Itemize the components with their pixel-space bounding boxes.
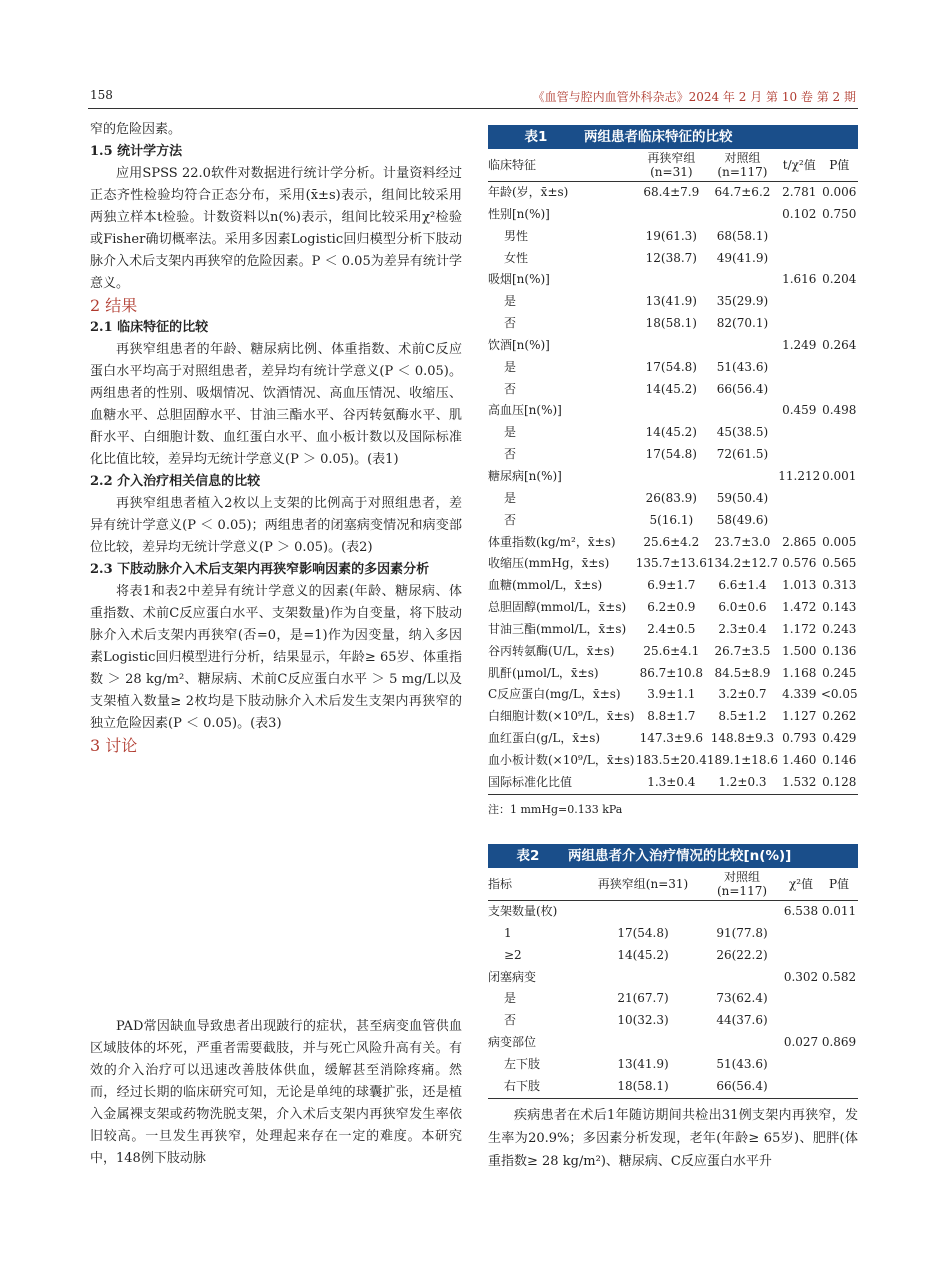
table-1-row: [488, 466, 858, 488]
table-cell: 0.128: [820, 772, 858, 794]
table-cell: 45(38.5): [716, 425, 769, 440]
table-cell: 72(61.5): [716, 447, 769, 462]
table-1-row: [488, 772, 858, 794]
table-2-caption: [488, 844, 858, 868]
table-cell: [702, 901, 782, 923]
table-1-number: 表1: [524, 129, 548, 145]
table-cell: 1.500: [782, 643, 817, 658]
table-1-header-row: [488, 149, 858, 182]
table-cell: 44(37.6): [716, 1013, 768, 1028]
row-label: 是: [504, 294, 517, 309]
intro-tail: 窄的危险因素。: [90, 122, 182, 137]
table-cell: 1.3±0.4: [636, 772, 707, 794]
table-cell: 73(62.4): [716, 991, 768, 1006]
table-2-row: [488, 1010, 858, 1032]
table-cell: [702, 967, 782, 989]
row-label: 血小板计数(×10⁹/L，x̄±s): [488, 752, 635, 767]
table-1-header: 临床特征: [488, 149, 636, 182]
table-cell: 68(58.1): [716, 228, 769, 243]
table-cell: [636, 400, 707, 422]
table-cell: 8.8±1.7: [647, 709, 696, 724]
table-cell: 21(67.7): [617, 991, 669, 1006]
table-cell: [820, 1076, 858, 1098]
row-label: 甘油三酯(mmol/L，x̄±s): [488, 621, 627, 636]
table-cell: [820, 422, 858, 444]
row-label: 年龄(岁，x̄±s): [488, 185, 569, 199]
table-cell: 0.027: [783, 1035, 819, 1050]
table-cell: 3.9±1.1: [647, 687, 696, 702]
table-cell: [820, 923, 858, 945]
table-cell: [820, 313, 858, 335]
discussion-block: [90, 1016, 462, 1170]
table-cell: 0.313: [822, 578, 857, 593]
table-cell: 0.243: [822, 621, 857, 636]
row-label: 左下肢: [504, 1056, 541, 1071]
row-label: 糖尿病[n(%)]: [488, 468, 562, 483]
table-2-row: [488, 1032, 858, 1054]
table-cell: [820, 291, 858, 313]
left-column: [90, 119, 462, 757]
table-cell: 68.4±7.9: [643, 185, 700, 199]
table-cell: 0.459: [782, 403, 817, 418]
table-1-row: [488, 663, 858, 685]
table-cell: [707, 269, 778, 291]
section-1-5-title: 1.5 统计学方法: [90, 144, 183, 159]
section-2-1-title: 2.1 临床特征的比较: [90, 320, 209, 335]
table-cell: 84.5±8.9: [714, 665, 771, 680]
table-2-row: [488, 967, 858, 989]
table-cell: 51(43.6): [716, 1056, 768, 1071]
row-label: 饮酒[n(%)]: [488, 337, 550, 352]
row-label: 是: [504, 991, 517, 1006]
table-1-row: [488, 706, 858, 728]
table-1-row: [488, 357, 858, 379]
row-label: 国际标准化比值: [488, 772, 636, 794]
table-cell: 183.5±20.4: [635, 752, 707, 767]
table-1-row: [488, 182, 858, 204]
table-2-row: [488, 988, 858, 1010]
table-cell: 0.264: [822, 337, 857, 352]
table-cell: 0.498: [822, 403, 857, 418]
table-cell: 13(41.9): [645, 294, 697, 309]
table-cell: 1.013: [782, 578, 817, 593]
section-2-2-title: 2.2 介入治疗相关信息的比较: [90, 474, 261, 489]
table-cell: [702, 1032, 782, 1054]
section-2-3-title: 2.3 下肢动脉介入术后支架内再狭窄影响因素的多因素分析: [90, 562, 430, 577]
table-cell: 4.339: [782, 687, 817, 702]
header-rule: [88, 108, 858, 109]
table-cell: 1.127: [782, 709, 817, 724]
table-cell: 49(41.9): [716, 250, 769, 265]
table-cell: [782, 1076, 820, 1098]
table-cell: 0.204: [822, 272, 857, 287]
row-label: 是: [504, 425, 517, 440]
table-cell: [778, 313, 820, 335]
table-cell: 66(56.4): [702, 1076, 782, 1098]
table-cell: 148.8±9.3: [710, 731, 775, 746]
table-cell: 18(58.1): [645, 316, 697, 331]
table-cell: 17(54.8): [645, 447, 697, 462]
table-1-row: [488, 750, 858, 772]
table-cell: 35(29.9): [716, 294, 769, 309]
table-cell: [820, 444, 858, 466]
table-cell: 26(83.9): [645, 490, 697, 505]
table-cell: 25.6±4.2: [643, 534, 700, 549]
row-label: 否: [504, 447, 517, 462]
table-1-row: [488, 619, 858, 641]
row-label: 右下肢: [488, 1076, 584, 1098]
table-cell: 0.750: [822, 206, 857, 221]
table-cell: 0.302: [783, 969, 819, 984]
table-cell: 1.616: [782, 272, 817, 287]
table-cell: [782, 923, 820, 945]
table-2-row: [488, 1054, 858, 1076]
table-cell: [820, 945, 858, 967]
table-cell: 0.793: [782, 731, 817, 746]
row-label: 性别[n(%)]: [488, 206, 550, 221]
table-1-caption: [488, 125, 858, 149]
table-cell: [584, 967, 702, 989]
row-label: 1: [504, 925, 512, 940]
table-cell: 17(54.8): [617, 925, 669, 940]
table-cell: 2.781: [782, 185, 817, 199]
row-label: ≥2: [504, 947, 522, 962]
table-1-row: [488, 641, 858, 663]
row-label: 高血压[n(%)]: [488, 403, 562, 418]
table-cell: 0.001: [822, 468, 857, 483]
row-label: 病变部位: [488, 1035, 537, 1050]
table-1-header: P值: [820, 149, 858, 182]
table-cell: 13(41.9): [617, 1056, 669, 1071]
table-cell: [778, 379, 820, 401]
table-cell: 1.2±0.3: [707, 772, 778, 794]
row-label: 男性: [504, 228, 529, 243]
table-2-header: P值: [820, 868, 858, 901]
table-cell: [584, 1032, 702, 1054]
row-label: 女性: [504, 250, 529, 265]
table-cell: 6.9±1.7: [647, 578, 696, 593]
table-2-header: χ²值: [782, 868, 820, 901]
row-label: 吸烟[n(%)]: [488, 272, 550, 287]
table-cell: 86.7±10.8: [639, 665, 704, 680]
table-cell: 8.5±1.2: [718, 709, 767, 724]
row-label: C反应蛋白(mg/L，x̄±s): [488, 687, 621, 702]
table-cell: [820, 510, 858, 532]
table-cell: 0.262: [822, 709, 857, 724]
table-cell: 0.102: [782, 206, 817, 221]
row-label: 谷丙转氨酶(U/L，x̄±s): [488, 643, 615, 658]
table-1-header: t/χ²值: [778, 149, 820, 182]
table-cell: 1.532: [778, 772, 820, 794]
table-cell: 58(49.6): [716, 512, 769, 527]
row-label: 是: [504, 490, 517, 505]
right-bottom-text: 疾病患者在术后1年随访期间共检出31例支架内再狭窄，发生率为20.9%；多因素分析发现，老年(年龄≥ 65岁)、肥胖(体重指数≥ 28 kg/m²)、糖尿病、C反应蛋白水平升: [488, 1108, 858, 1169]
table-cell: 0.136: [822, 643, 857, 658]
table-cell: [820, 1010, 858, 1032]
row-label: 否: [504, 512, 517, 527]
table-cell: 10(32.3): [617, 1013, 669, 1028]
table-1-note: 注：1 mmHg=0.133 kPa: [488, 802, 623, 816]
table-cell: [584, 901, 702, 923]
row-label: 否: [504, 1013, 517, 1028]
table-cell: [707, 466, 778, 488]
row-label: 血红蛋白(g/L，x̄±s): [488, 731, 601, 746]
table-cell: [636, 204, 707, 226]
table-2-row: [488, 945, 858, 967]
table-cell: [778, 444, 820, 466]
table-1-row: [488, 335, 858, 357]
table-cell: 17(54.8): [645, 359, 697, 374]
table-cell: 6.0±0.6: [718, 600, 767, 615]
table-1-grid: [488, 149, 858, 795]
table-cell: [707, 400, 778, 422]
table-cell: 1.168: [782, 665, 817, 680]
table-1-row: [488, 532, 858, 554]
table-cell: 135.7±13.6: [635, 556, 707, 571]
table-cell: 82(70.1): [716, 316, 769, 331]
table-2-grid: [488, 868, 858, 1099]
table-1-row: [488, 226, 858, 248]
table-cell: 1.472: [782, 600, 817, 615]
table-1-row: [488, 444, 858, 466]
table-1-row: [488, 248, 858, 270]
table-cell: [778, 291, 820, 313]
table-1-row: [488, 379, 858, 401]
table-cell: 0.011: [821, 904, 857, 918]
discussion-text: PAD常因缺血导致患者出现跛行的症状，甚至病变血管供血区域肢体的坏死，严重者需要截肢，并与死亡风险升高有关。有效的介入治疗可以迅速改善肢体供血，缓解甚至消除疼痛。然而，经过长期的临床研究可知，无论是单纯的球囊扩张，还是植入金属裸支架或药物洗脱支架，介入术后支架内再狭窄发生率依旧较高。一旦发生再狭窄，处理起来存在一定的难度。本研究中，148例下肢动脉: [90, 1019, 462, 1166]
table-cell: 1.172: [782, 621, 817, 636]
table-cell: 0.005: [822, 534, 857, 549]
table-cell: 59(50.4): [716, 490, 769, 505]
table-cell: [820, 988, 858, 1010]
table-cell: 18(58.1): [584, 1076, 702, 1098]
table-1: [488, 125, 858, 817]
table-1-row: [488, 204, 858, 226]
table-cell: 25.6±4.1: [643, 643, 700, 658]
table-cell: 14(45.2): [617, 947, 669, 962]
table-cell: 189.1±18.6: [706, 752, 779, 767]
table-cell: 14(45.2): [645, 381, 697, 396]
table-cell: [778, 248, 820, 270]
table-cell: [820, 488, 858, 510]
table-cell: [778, 422, 820, 444]
table-cell: [636, 269, 707, 291]
table-cell: [778, 226, 820, 248]
table-1-header: 对照组 (n=117): [707, 149, 778, 182]
table-cell: 26.7±3.5: [714, 643, 771, 658]
table-1-row: [488, 510, 858, 532]
table-2-header: 再狭窄组(n=31): [584, 868, 702, 901]
table-cell: [636, 335, 707, 357]
row-label: 否: [504, 316, 517, 331]
row-label: 闭塞病变: [488, 969, 537, 984]
table-1-row: [488, 400, 858, 422]
table-cell: [778, 357, 820, 379]
table-cell: 51(43.6): [716, 359, 769, 374]
table-cell: 0.006: [822, 185, 857, 199]
table-1-title: 两组患者临床特征的比较: [584, 129, 733, 145]
table-cell: [636, 466, 707, 488]
table-1-row: [488, 728, 858, 750]
table-cell: [778, 510, 820, 532]
table-2-header-row: [488, 868, 858, 901]
table-2-row: [488, 1076, 858, 1098]
table-2-header: 对照组(n=117): [702, 868, 782, 901]
table-cell: 19(61.3): [645, 228, 697, 243]
table-cell: 1.460: [782, 752, 817, 767]
table-cell: 6.6±1.4: [718, 578, 767, 593]
right-bottom-text-block: [488, 1104, 858, 1173]
table-cell: 2.4±0.5: [647, 621, 696, 636]
table-cell: 0.576: [782, 556, 817, 571]
table-cell: [782, 1054, 820, 1076]
table-cell: 0.146: [822, 752, 857, 767]
section-3-title: 3 讨论: [90, 736, 138, 755]
table-cell: 12(38.7): [645, 250, 697, 265]
table-2-number: 表2: [516, 848, 540, 864]
table-2-header: 指标: [488, 868, 584, 901]
journal-header: 《血管与腔内血管外科杂志》2024 年 2 月 第 10 卷 第 2 期: [532, 90, 856, 104]
table-cell: 66(56.4): [716, 381, 769, 396]
row-label: 白细胞计数(×10⁹/L，x̄±s): [488, 709, 635, 724]
table-cell: [782, 988, 820, 1010]
table-cell: [820, 248, 858, 270]
section-2-1-text: 再狭窄组患者的年龄、糖尿病比例、体重指数、术前C反应蛋白水平均高于对照组患者，差异均有统计学意义(P ＜ 0.05)。两组患者的性别、吸烟情况、饮酒情况、高血压情况、收缩压、血糖水平、总胆固醇水平、甘油三酯水平、谷丙转氨酶水平、肌酐水平、白细胞计数、血红蛋白水平、血小板计数以及国际标准化比值比较，差异均无统计学意义(P ＞ 0.05)。(表1): [90, 342, 462, 467]
table-cell: 91(77.8): [716, 925, 768, 940]
table-2-row: [488, 901, 858, 923]
table-cell: 0.869: [821, 1035, 857, 1050]
row-label: 肌酐(μmol/L，x̄±s): [488, 665, 599, 680]
table-cell: [820, 357, 858, 379]
row-label: 血糖(mmol/L，x̄±s): [488, 578, 603, 593]
table-1-row: [488, 291, 858, 313]
table-cell: 26(22.2): [716, 947, 768, 962]
table-1-row: [488, 422, 858, 444]
section-2-2-text: 再狭窄组患者植入2枚以上支架的比例高于对照组患者，差异有统计学意义(P ＜ 0.05)；两组患者的闭塞病变情况和病变部位比较，差异均无统计学意义(P ＞ 0.05)。(表2): [90, 496, 462, 555]
table-cell: 2.3±0.4: [718, 621, 767, 636]
table-cell: 1.249: [782, 337, 817, 352]
table-cell: 6.2±0.9: [647, 600, 696, 615]
table-1-row: [488, 488, 858, 510]
row-label: 体重指数(kg/m²，x̄±s): [488, 534, 616, 549]
table-cell: [782, 1010, 820, 1032]
table-cell: 147.3±9.6: [639, 731, 704, 746]
table-1-row: [488, 684, 858, 706]
table-cell: [707, 204, 778, 226]
section-2-3-text: 将表1和表2中差异有统计学意义的因素(年龄、糖尿病、体重指数、术前C反应蛋白水平、支架数量)作为自变量，将下肢动脉介入术后支架内再狭窄(否=0，是=1)作为因变量，纳入多因素Logistic回归模型进行分析，结果显示，年龄≥ 65岁、体重指数 ＞ 28 kg/m²、糖尿病、术前C反应蛋白水平 ＞ 5 mg/L以及支架植入数量≥ 2枚均是下肢动脉介入术后发生支架内再狭窄的独立危险因素(P ＜ 0.05)。(表3): [90, 584, 462, 731]
row-label: 总胆固醇(mmol/L，x̄±s): [488, 600, 627, 615]
table-1-row: [488, 313, 858, 335]
table-1-row: [488, 553, 858, 575]
table-cell: 0.565: [822, 556, 857, 571]
row-label: 是: [504, 359, 517, 374]
table-1-row: [488, 575, 858, 597]
table-cell: [820, 226, 858, 248]
table-cell: 0.143: [822, 600, 857, 615]
table-cell: 5(16.1): [649, 512, 694, 527]
table-cell: 134.2±12.7: [706, 556, 779, 571]
table-cell: 6.538: [783, 904, 819, 918]
row-label: 否: [504, 381, 517, 396]
table-cell: [707, 335, 778, 357]
table-2-title: 两组患者介入治疗情况的比较[n(%)]: [568, 848, 792, 864]
table-cell: [782, 945, 820, 967]
table-cell: 0.582: [821, 969, 857, 984]
table-2: [488, 844, 858, 1099]
table-cell: 14(45.2): [645, 425, 697, 440]
table-1-header: 再狭窄组 (n=31): [636, 149, 707, 182]
row-label: 支架数量(枚): [488, 904, 558, 918]
table-cell: 0.245: [822, 665, 857, 680]
table-cell: 11.212: [778, 468, 821, 483]
section-2-title: 2 结果: [90, 296, 138, 315]
table-1-row: [488, 597, 858, 619]
table-cell: [820, 1054, 858, 1076]
table-2-row: [488, 923, 858, 945]
table-cell: 2.865: [782, 534, 817, 549]
table-cell: 0.429: [822, 731, 857, 746]
table-cell: 23.7±3.0: [714, 534, 771, 549]
page-number: 158: [90, 88, 113, 102]
table-cell: [778, 488, 820, 510]
section-1-5-text: 应用SPSS 22.0软件对数据进行统计学分析。计量资料经过正态齐性检验均符合正态分布，采用(x̄±s)表示，组间比较采用两独立样本t检验。计数资料以n(%)表示，组间比较采用χ²检验或Fisher确切概率法。采用多因素Logistic回归模型分析下肢动脉介入术后支架内再狭窄的危险因素。P ＜ 0.05为差异有统计学意义。: [90, 166, 462, 291]
table-cell: <0.05: [820, 687, 858, 702]
table-cell: 64.7±6.2: [714, 185, 771, 199]
table-cell: 3.2±0.7: [718, 687, 767, 702]
table-1-row: [488, 269, 858, 291]
row-label: 收缩压(mmHg，x̄±s): [488, 556, 610, 571]
table-cell: [820, 379, 858, 401]
